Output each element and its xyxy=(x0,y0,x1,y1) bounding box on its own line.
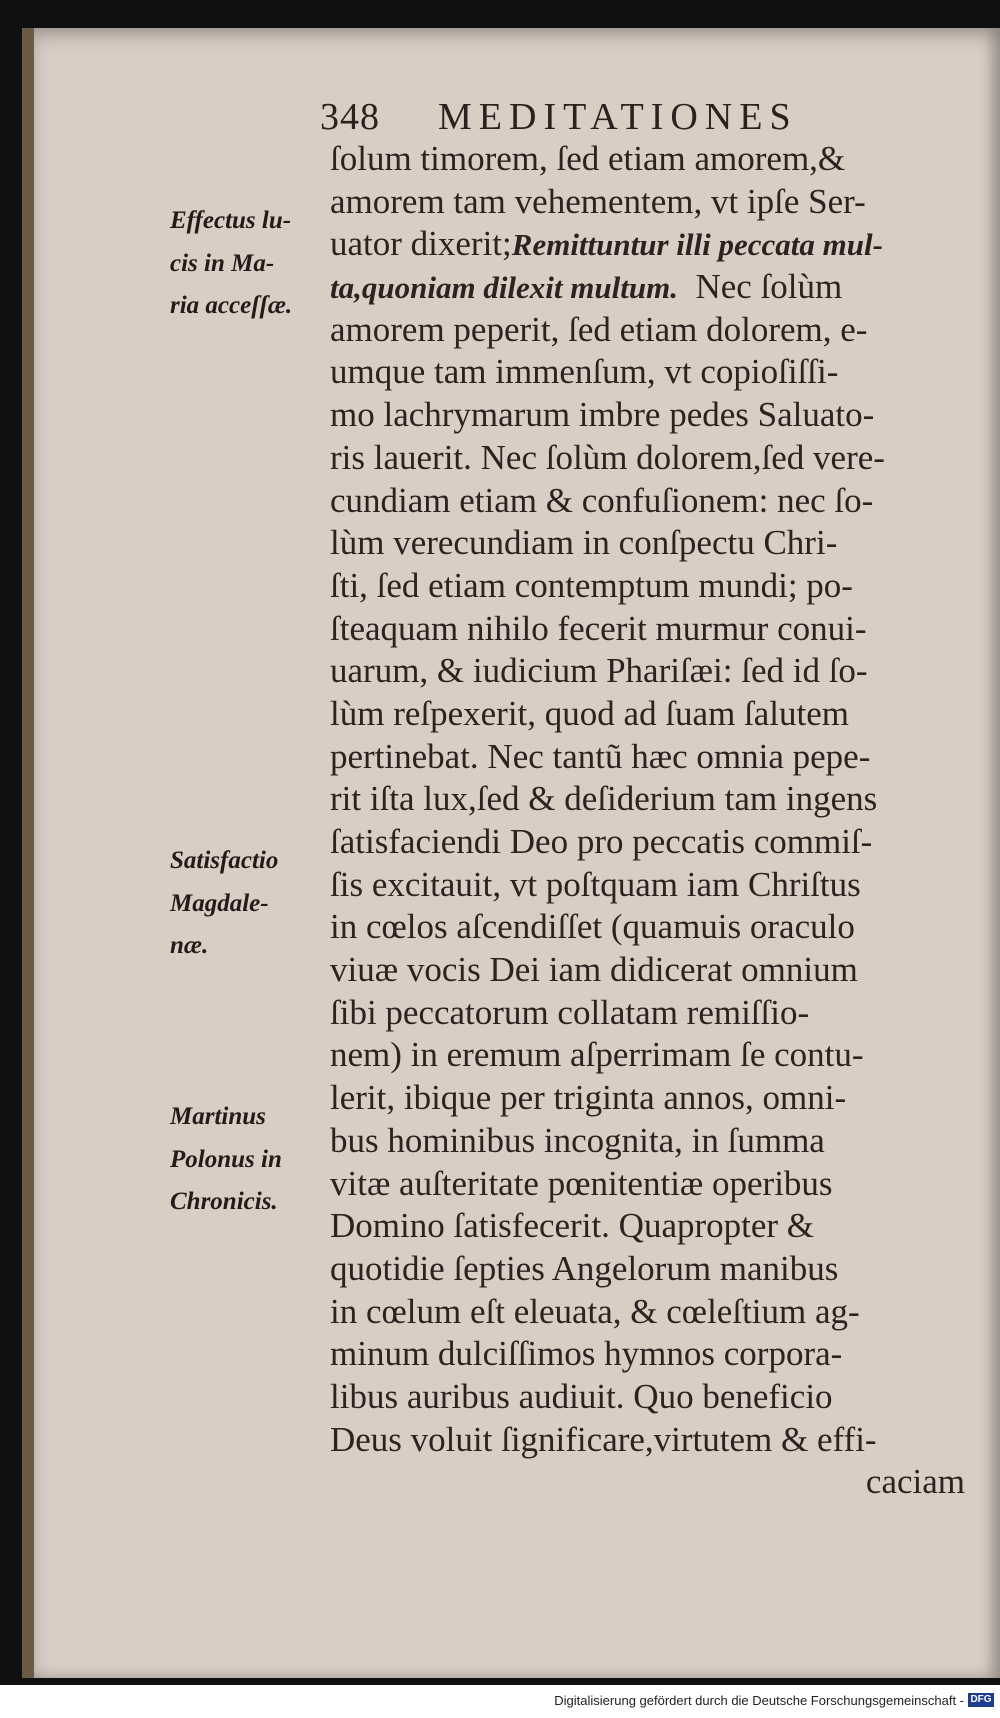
text-line: bus hominibus incognita, in ſumma xyxy=(330,1120,825,1160)
margin-note-line: næ. xyxy=(170,932,209,960)
digitization-footer xyxy=(554,1690,994,1710)
text-line: lùm verecundiam in conſpectu Chri- xyxy=(330,523,838,563)
text-line: lerit, ibique per triginta annos, omni- xyxy=(330,1078,847,1118)
margin-note-line: Polonus in xyxy=(170,1145,282,1173)
text-line: ſatisfaciendi Deo pro peccatis commiſ- xyxy=(330,822,873,861)
text-line: libus auribus audiuit. Quo beneficio xyxy=(330,1376,833,1416)
text-line: umque tam immenſum, vt copioſiſſi- xyxy=(330,352,839,392)
text-line: in cœlum eſt eleuata, & cœleſtium ag- xyxy=(330,1291,860,1331)
margin-note-line: Effectus lu- xyxy=(170,207,292,234)
text-line: Deus voluit ſignificare,virtutem & effi- xyxy=(330,1419,877,1459)
text-line xyxy=(330,266,965,309)
text-line: pertinebat. Nec tantũ hæc omnia pepe- xyxy=(330,736,871,776)
margin-note-martinus xyxy=(170,1096,330,1224)
text-line: amorem tam vehementem, vt ipſe Ser- xyxy=(330,181,866,221)
text-line-part xyxy=(678,267,696,306)
text-line-part: uator dixerit; xyxy=(330,224,512,264)
main-text-block xyxy=(330,138,965,1504)
margin-note-line: cis in Ma- xyxy=(170,249,275,277)
text-line: quotidie ſepties Angelorum manibus xyxy=(330,1248,839,1288)
catchword-line xyxy=(330,1461,965,1504)
text-line: ſti, ſed etiam contemptum mundi; po- xyxy=(330,565,853,605)
text-line: lùm reſpexerit, quod ad ſuam ſalutem xyxy=(330,693,850,733)
dfg-logo-icon: DFG xyxy=(968,1693,994,1707)
text-line xyxy=(330,223,965,266)
margin-note-line: ria acceſſæ. xyxy=(170,292,293,320)
margin-note-line: Satisfactio xyxy=(170,847,279,874)
text-line: nem) in eremum aſperrimam ſe contu- xyxy=(330,1035,864,1075)
text-line: mo lachrymarum imbre pedes Saluato- xyxy=(330,395,875,435)
text-line: vitæ auſteritate pœnitentiæ operibus xyxy=(330,1163,833,1203)
page-number: 348 xyxy=(320,96,380,138)
margin-note-effectus xyxy=(170,200,330,328)
text-line: ris lauerit. Nec ſolùm dolorem,ſed vere- xyxy=(330,437,885,477)
text-line: ſis excitauit, vt poſtquam iam Chriſtus xyxy=(330,864,861,904)
margin-note-line: Magdale- xyxy=(170,889,269,917)
text-line: amorem peperit, ſed etiam dolorem, e- xyxy=(330,309,868,349)
margin-note-satisfactio xyxy=(170,840,330,968)
text-line: minum dulciſſimos hymnos corpora- xyxy=(330,1334,843,1374)
text-line: rit iſta lux,ſed & deſiderium tam ingens xyxy=(330,779,878,819)
text-line: ſolum timorem, ſed etiam amorem,& xyxy=(330,139,846,178)
text-line: ſteaquam nihilo fecerit murmur conui- xyxy=(330,608,867,648)
text-line: viuæ vocis Dei iam didicerat omnium xyxy=(330,950,858,990)
text-line: uarum, & iudicium Phariſæi: ſed id ſo- xyxy=(330,651,868,691)
footer-text: Digitalisierung gefördert durch die Deutsche Forschungsgemeinschaft - xyxy=(554,1692,964,1708)
margin-note-line: Chronicis. xyxy=(170,1188,278,1216)
catchword: caciam xyxy=(865,1462,965,1502)
italic-quote: ta,quoniam dilexit multum. xyxy=(330,270,678,306)
text-line: cundiam etiam & confuſionem: nec ſo- xyxy=(330,480,874,520)
text-line-part: Nec ſolùm xyxy=(695,267,843,307)
italic-quote: Remittuntur illi peccata mul- xyxy=(511,227,883,263)
margin-note-line: Martinus xyxy=(170,1103,266,1130)
text-line: in cœlos aſcendiſſet (quamuis oraculo xyxy=(330,907,855,947)
text-line: ſibi peccatorum collatam remiſſio- xyxy=(330,992,810,1032)
running-title: MEDITATIONES xyxy=(438,96,798,138)
text-line: Domino ſatisfecerit. Quapropter & xyxy=(330,1206,815,1246)
